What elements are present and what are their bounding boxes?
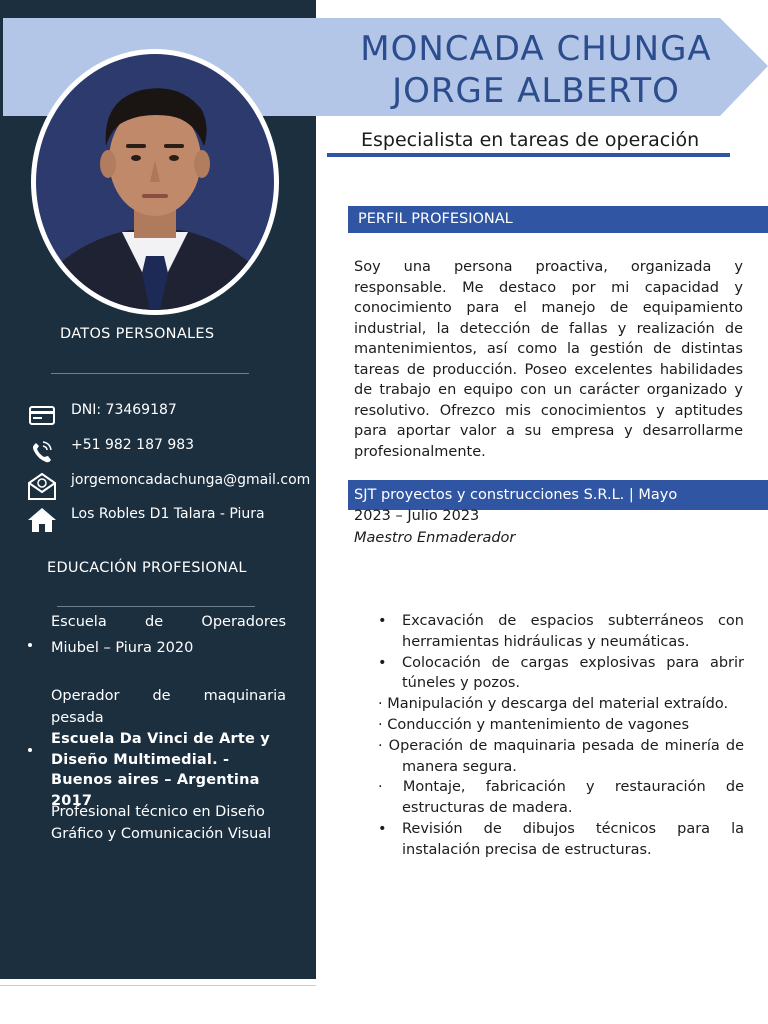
- job-title: Especialista en tareas de operación: [361, 129, 700, 151]
- education-divider: [57, 606, 255, 607]
- phone-text: +51 982 187 983: [71, 437, 195, 453]
- contact-phone: [26, 437, 316, 467]
- address-text: Los Robles D1 Talara - Piura: [71, 506, 265, 522]
- list-item: · Manipulación y descarga del material extraído.: [378, 696, 729, 713]
- profile-heading: PERFIL PROFESIONAL: [358, 211, 513, 227]
- list-item: · Operación de maquinaria pesada de minería de manera segura.: [378, 737, 744, 775]
- list-item: • Revisión de dibujos técnicos para la instalación precisa de estructuras.: [378, 819, 744, 861]
- company-line: SJT proyectos y construcciones S.R.L. | Mayo: [354, 487, 678, 503]
- job-role: Maestro Enmaderador: [354, 530, 516, 546]
- personal-data-heading: DATOS PERSONALES: [60, 326, 215, 342]
- subtitle-underline: [327, 153, 730, 157]
- school1-line2: Miubel – Piura 2020: [51, 640, 194, 656]
- email-text: jorgemoncadachunga@gmail.com: [71, 472, 311, 488]
- school2: Escuela Da Vinci de Arte y Diseño Multimedial. - Buenos aires – Argentina 2017: [51, 731, 270, 809]
- duties-list: [378, 611, 744, 861]
- home-icon: [26, 506, 58, 534]
- candidate-name: [320, 28, 752, 112]
- list-item: • Excavación de espacios subterráneos con herramientas hidráulicas y neumáticas.: [378, 611, 744, 653]
- name-line-1: MONCADA CHUNGA: [360, 29, 712, 69]
- footer-divider: [0, 985, 316, 986]
- name-line-2: JORGE ALBERTO: [392, 71, 680, 111]
- education-bullet: [28, 748, 32, 752]
- profile-heading-bar: [348, 206, 768, 233]
- list-item: · Conducción y mantenimiento de vagones: [378, 716, 690, 733]
- education-heading: EDUCACIÓN PROFESIONAL: [47, 560, 247, 576]
- experience-company-bar: [348, 480, 768, 510]
- contact-email: [26, 472, 316, 502]
- education-bullet: [28, 643, 32, 647]
- degree2: Profesional técnico en Diseño Gráfico y Comunicación Visual: [51, 804, 272, 842]
- contact-address: [26, 506, 316, 536]
- school1-line1: Escuela de Operadores: [51, 614, 286, 630]
- id-card-icon: [26, 402, 58, 430]
- job-dates: 2023 – Julio 2023: [354, 508, 480, 524]
- list-item: · Montaje, fabricación y restauración de estructuras de madera.: [378, 779, 744, 817]
- profile-text: Soy una persona proactiva, organizada y responsable. Me destaco por mi capacidad y conocimiento para el manejo de equipamiento industrial, la detección de fallas y realización de mantenimientos, así como la gestión de distintas tareas de producción. Poseo excelentes habilidades de trabajo en equipo con un carácter organizado y resolutivo. Ofrezco mis conocimientos y aptitudes para aportar valor a su empresa y desarrollarme profesionalmente.: [354, 259, 743, 460]
- personal-divider: [51, 373, 249, 374]
- email-icon: [26, 472, 58, 500]
- contact-dni: [26, 402, 316, 432]
- profile-photo: [30, 48, 280, 316]
- degree1: Operador de maquinaria pesada: [51, 688, 286, 726]
- dni-text: DNI: 73469187: [71, 402, 177, 418]
- phone-icon: [26, 437, 58, 465]
- list-item: • Colocación de cargas explosivas para abrir túneles y pozos.: [378, 653, 744, 695]
